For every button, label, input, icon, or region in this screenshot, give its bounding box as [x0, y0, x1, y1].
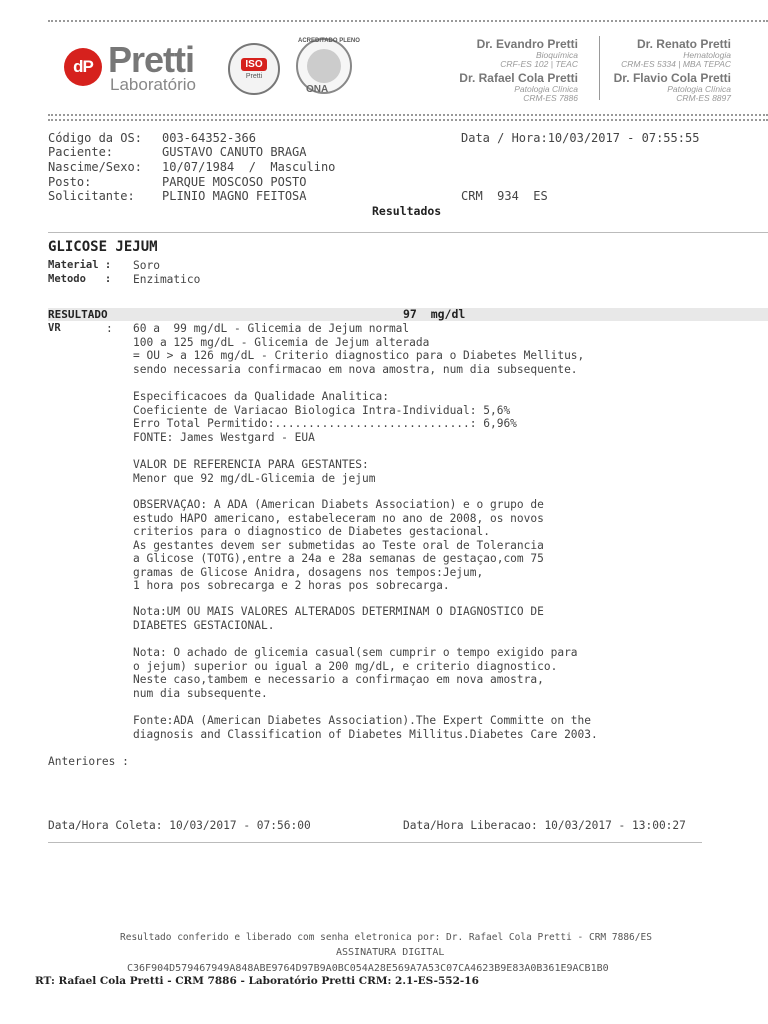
pretti-logo-icon: dP — [64, 48, 102, 86]
exam-title: GLICOSE JEJUM — [48, 239, 158, 255]
vr-label: VR — [48, 322, 61, 334]
observation-line: criterios para o diagnostico de Diabetes gestacional. — [133, 525, 490, 538]
vr-block — [133, 322, 584, 376]
quality-line: Erro Total Permitido:.............................: 6,96% — [133, 417, 517, 430]
vr-colon: : — [106, 322, 113, 335]
note2-block — [133, 646, 578, 700]
doctor-line: Hematologia — [683, 50, 731, 60]
vr-line: 100 a 125 mg/dL - Glicemia de Jejum alterada — [133, 335, 430, 349]
signature-hash: C36F904D579467949A848ABE9764D97B9A0BC054A28E569A7A53C07CA4623B9E83A0B361E9ACB1B0 — [127, 963, 609, 974]
doctor-flavio — [614, 71, 731, 103]
os-label: Código da OS: — [48, 131, 142, 145]
doctor-name: Dr. Renato Pretti — [636, 37, 731, 51]
observation-line: 1 hora pos sobrecarga e 2 horas pos sobrecarga. — [133, 579, 450, 592]
results-title: Resultados — [372, 204, 442, 218]
observation-line: OBSERVAÇAO: A ADA (American Diabets Association) e o grupo de — [133, 498, 544, 511]
header-top-divider — [48, 20, 768, 22]
vr-line: sendo necessaria confirmacao em nova amostra, num dia subsequente. — [133, 362, 578, 376]
vr-line: = OU > a 126 mg/dL - Criterio diagnostico para o Diabetes Mellitus, — [133, 349, 585, 362]
signature-title: ASSINATURA DIGITAL — [336, 947, 445, 958]
method-label: Metodo : — [48, 273, 112, 285]
note-line: num dia subsequente. — [133, 686, 268, 700]
vr-line: 60 a 99 mg/dL - Glicemia de Jejum normal — [133, 322, 410, 335]
note-line: DIABETES GESTACIONAL. — [133, 618, 275, 632]
doctor-line: Patologia Clínica — [667, 84, 731, 94]
source-block — [133, 714, 598, 741]
doctor-line: CRF-ES 102 | TEAC — [500, 59, 578, 69]
note-line: Nota:UM OU MAIS VALORES ALTERADOS DETERMINAM O DIAGNOSTICO DE — [133, 605, 544, 618]
doctor-name: Dr. Rafael Cola Pretti — [459, 71, 578, 85]
os-value: 003-64352-366 — [162, 131, 256, 145]
header-bottom-divider — [48, 114, 768, 116]
post-value: PARQUE MOSCOSO POSTO — [162, 175, 307, 189]
crm: CRM 934 ES — [461, 189, 548, 203]
birth-value: 10/07/1984 / Masculino — [162, 160, 336, 174]
doctor-rafael — [459, 71, 578, 103]
signed-by: Resultado conferido e liberado com senha eletronica por: Dr. Rafael Cola Pretti - CRM 7886/ES — [120, 932, 652, 943]
result-value: 97 mg/dl — [403, 307, 466, 321]
rt-line: RT: Rafael Cola Pretti - CRM 7886 - Laboratório Pretti CRM: 2.1-ES-552-16 — [35, 975, 479, 987]
requester-value: PLINIO MAGNO FEITOSA — [162, 189, 307, 203]
note-line: o jejum) superior ou igual a 200 mg/dL, e criterio diagnostico. — [133, 659, 558, 673]
ona-label: ONA — [306, 84, 329, 95]
doctor-line: Bioquímica — [535, 50, 578, 60]
doctor-evandro — [477, 37, 578, 69]
quality-line: Coeficiente de Variacao Biologica Intra-Individual: 5,6% — [133, 403, 511, 417]
doctor-renato — [621, 37, 731, 69]
note1-block — [133, 605, 544, 632]
pregnant-block — [133, 458, 375, 485]
source-line: Fonte:ADA (American Diabetes Association).The Expert Committe on the — [133, 714, 592, 727]
pregnant-line: Menor que 92 mg/dL-Glicemia de jejum — [133, 471, 376, 485]
observation-line: As gestantes devem ser submetidas ao Teste oral de Tolerancia — [133, 538, 544, 552]
result-label: RESULTADO — [48, 308, 108, 321]
datetime: Data / Hora:10/03/2017 - 07:55:55 — [461, 131, 700, 145]
doctor-line: CRM-ES 7886 — [523, 93, 578, 103]
doctors-divider — [599, 36, 600, 100]
quality-line: FONTE: James Westgard - EUA — [133, 430, 315, 444]
observation-line: gramas de Glicose Anidra, dosagens nos tempos:Jejum, — [133, 565, 484, 579]
note-line: Neste caso,tambem e necessario a confirmaçao em nova amostra, — [133, 673, 544, 686]
method-value: Enzimatico — [133, 273, 201, 286]
brand-name: Pretti — [108, 39, 195, 80]
iso-seal-sub: Pretti — [245, 73, 263, 80]
patient-label: Paciente: — [48, 145, 114, 159]
exam-end-divider — [48, 842, 702, 843]
doctor-line: CRM-ES 5334 | MBA TEPAC — [621, 59, 731, 69]
header-bottom-divider-2 — [48, 119, 768, 121]
release-datetime: Data/Hora Liberacao: 10/03/2017 - 13:00:27 — [403, 819, 686, 832]
note-line: Nota: O achado de glicemia casual(sem cumprir o tempo exigido para — [133, 646, 578, 659]
brand-subtitle: Laboratório — [110, 75, 197, 94]
doctor-line: CRM-ES 8897 — [676, 93, 731, 103]
doctor-name: Dr. Flavio Cola Pretti — [613, 71, 731, 85]
material-value: Soro — [133, 259, 160, 272]
collect-datetime: Data/Hora Coleta: 10/03/2017 - 07:56:00 — [48, 819, 311, 832]
iso-seal-text: ISO — [241, 58, 266, 71]
results-divider — [48, 232, 768, 233]
doctor-line: Patologia Clínica — [514, 84, 578, 94]
quality-block — [133, 390, 517, 444]
source-line: diagnosis and Classification of Diabetes Millitus.Diabetes Care 2003. — [133, 727, 598, 741]
patient-value: GUSTAVO CANUTO BRAGA — [162, 145, 307, 159]
post-label: Posto: — [48, 175, 92, 189]
requester-label: Solicitante: — [48, 189, 135, 203]
doctor-name: Dr. Evandro Pretti — [476, 37, 578, 51]
pregnant-line: VALOR DE REFERENCIA PARA GESTANTES: — [133, 458, 369, 471]
quality-line: Especificacoes da Qualidade Analitica: — [133, 390, 389, 403]
birth-label: Nascime/Sexo: — [48, 160, 142, 174]
observation-block — [133, 498, 544, 593]
previous-results-label: Anteriores : — [48, 755, 129, 768]
ona-seal-text: ACREDITADO PLENO — [298, 38, 360, 44]
iso-seal-icon — [228, 43, 280, 95]
observation-line: a Glicose (TOTG),entre a 24a e 28a semanas de gestaçao,com 75 — [133, 552, 544, 565]
material-label: Material : — [48, 259, 112, 271]
observation-line: estudo HAPO americano, estabeleceram no ano de 2008, os novos — [133, 511, 544, 525]
